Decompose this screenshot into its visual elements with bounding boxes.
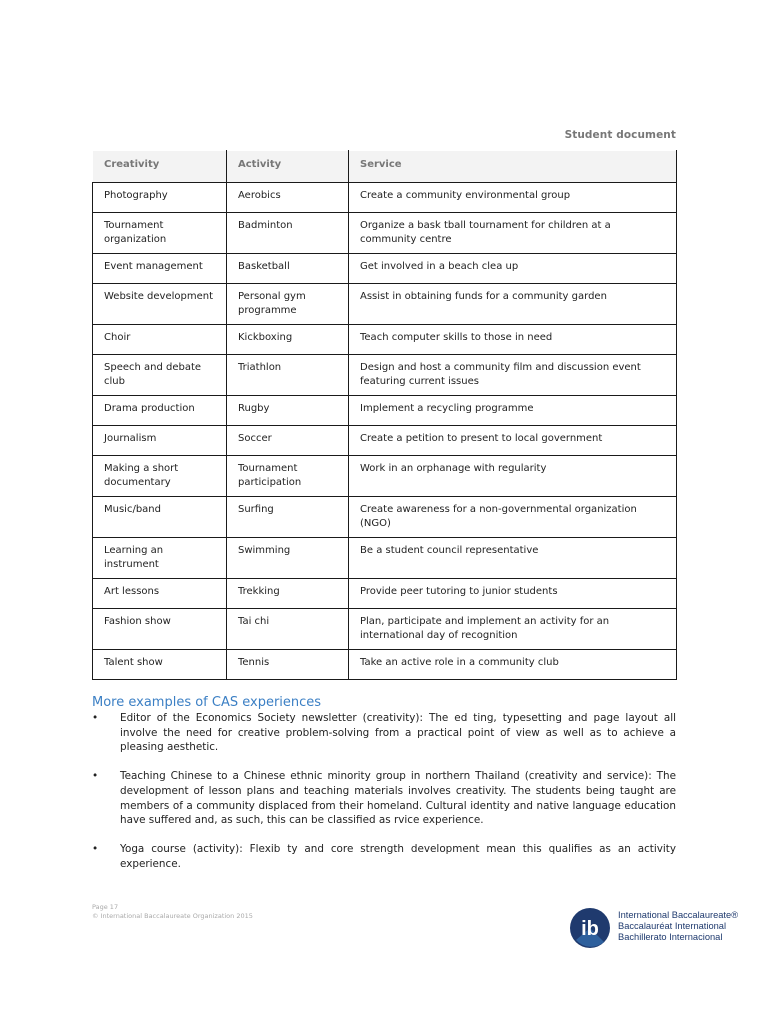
cas-examples-table xyxy=(92,150,677,680)
table-row xyxy=(93,579,677,609)
column-header-service: Service xyxy=(349,151,677,183)
bullet-marker: • xyxy=(92,843,99,856)
activity-cell: Tournament participation xyxy=(227,456,349,497)
creativity-cell: Choir xyxy=(93,325,227,355)
document-type-label: Student document xyxy=(564,129,676,141)
activity-cell: Aerobics xyxy=(227,183,349,213)
table-row xyxy=(93,183,677,213)
activity-cell: Rugby xyxy=(227,396,349,426)
service-cell: Be a student council representative xyxy=(349,538,677,579)
list-item-text: Teaching Chinese to a Chinese ethnic minority group in northern Thailand (creativity and service): The development of lesson plans and teaching materials involves creativity. The students being taught are members of a community displaced from their homeland. Cultural identity and native language education have suffered and, as such, this can be classified as rvice experience. xyxy=(120,770,676,827)
service-cell: Create awareness for a non-governmental organization (NGO) xyxy=(349,497,677,538)
activity-cell: Kickboxing xyxy=(227,325,349,355)
service-cell: Get involved in a beach clea up xyxy=(349,254,677,284)
list-item xyxy=(92,769,676,827)
creativity-cell: Fashion show xyxy=(93,609,227,650)
creativity-cell: Making a short documentary xyxy=(93,456,227,497)
creativity-cell: Drama production xyxy=(93,396,227,426)
creativity-cell: Tournament organization xyxy=(93,213,227,254)
creativity-cell: Website development xyxy=(93,284,227,325)
logo-line-spanish: Bachillerato Internacional xyxy=(618,932,723,942)
service-cell: Create a petition to present to local government xyxy=(349,426,677,456)
table-header-row xyxy=(93,151,677,183)
table-row xyxy=(93,254,677,284)
creativity-cell: Speech and debate club xyxy=(93,355,227,396)
creativity-cell: Journalism xyxy=(93,426,227,456)
service-cell: Provide peer tutoring to junior students xyxy=(349,579,677,609)
creativity-cell: Talent show xyxy=(93,650,227,680)
table-row xyxy=(93,538,677,579)
service-cell: Assist in obtaining funds for a community garden xyxy=(349,284,677,325)
creativity-cell: Event management xyxy=(93,254,227,284)
page-number: Page 17 xyxy=(92,903,119,911)
activity-cell: Tai chi xyxy=(227,609,349,650)
column-header-creativity: Creativity xyxy=(93,151,227,183)
creativity-cell: Photography xyxy=(93,183,227,213)
copyright-notice: © International Baccalaureate Organization 2015 xyxy=(92,912,253,920)
logo-mark: ib xyxy=(581,918,599,940)
service-cell: Take an active role in a community club xyxy=(349,650,677,680)
creativity-cell: Learning an instrument xyxy=(93,538,227,579)
creativity-cell: Art lessons xyxy=(93,579,227,609)
activity-cell: Trekking xyxy=(227,579,349,609)
table-row xyxy=(93,396,677,426)
activity-cell: Tennis xyxy=(227,650,349,680)
table-row xyxy=(93,355,677,396)
activity-cell: Badminton xyxy=(227,213,349,254)
table-row xyxy=(93,213,677,254)
list-item xyxy=(92,711,676,755)
table-row xyxy=(93,497,677,538)
service-cell: Implement a recycling programme xyxy=(349,396,677,426)
activity-cell: Surfing xyxy=(227,497,349,538)
activity-cell: Soccer xyxy=(227,426,349,456)
service-cell: Design and host a community film and discussion event featuring current issues xyxy=(349,355,677,396)
table-row xyxy=(93,325,677,355)
column-header-activity: Activity xyxy=(227,151,349,183)
activity-cell: Basketball xyxy=(227,254,349,284)
logo-line-french: Baccalauréat International xyxy=(618,921,727,931)
table-row xyxy=(93,426,677,456)
bullet-marker: • xyxy=(92,770,99,783)
list-item-text: Yoga course (activity): Flexib ty and core strength development mean this qualifies as an activity experience. xyxy=(120,843,676,870)
table-row xyxy=(93,284,677,325)
section-heading: More examples of CAS experiences xyxy=(92,695,322,710)
activity-cell: Swimming xyxy=(227,538,349,579)
creativity-cell: Music/band xyxy=(93,497,227,538)
table-row xyxy=(93,609,677,650)
service-cell: Teach computer skills to those in need xyxy=(349,325,677,355)
cas-experience-list xyxy=(92,711,676,886)
page-footer xyxy=(92,903,253,921)
table-row xyxy=(93,456,677,497)
logo-line-english: International Baccalaureate® xyxy=(618,910,739,920)
service-cell: Work in an orphanage with regularity xyxy=(349,456,677,497)
activity-cell: Triathlon xyxy=(227,355,349,396)
service-cell: Plan, participate and implement an activity for an international day of recognition xyxy=(349,609,677,650)
ib-logo-text xyxy=(618,910,738,943)
list-item xyxy=(92,842,676,871)
list-item-text: Editor of the Economics Society newsletter (creativity): The ed ting, typesetting and page layout all involve the need for creative problem-solving from a practical point of view as well as to achieve a pleasing aesthetic. xyxy=(120,712,676,754)
service-cell: Create a community environmental group xyxy=(349,183,677,213)
table-row xyxy=(93,650,677,680)
bullet-marker: • xyxy=(92,712,99,724)
service-cell: Organize a bask tball tournament for children at a community centre xyxy=(349,213,677,254)
activity-cell: Personal gym programme xyxy=(227,284,349,325)
